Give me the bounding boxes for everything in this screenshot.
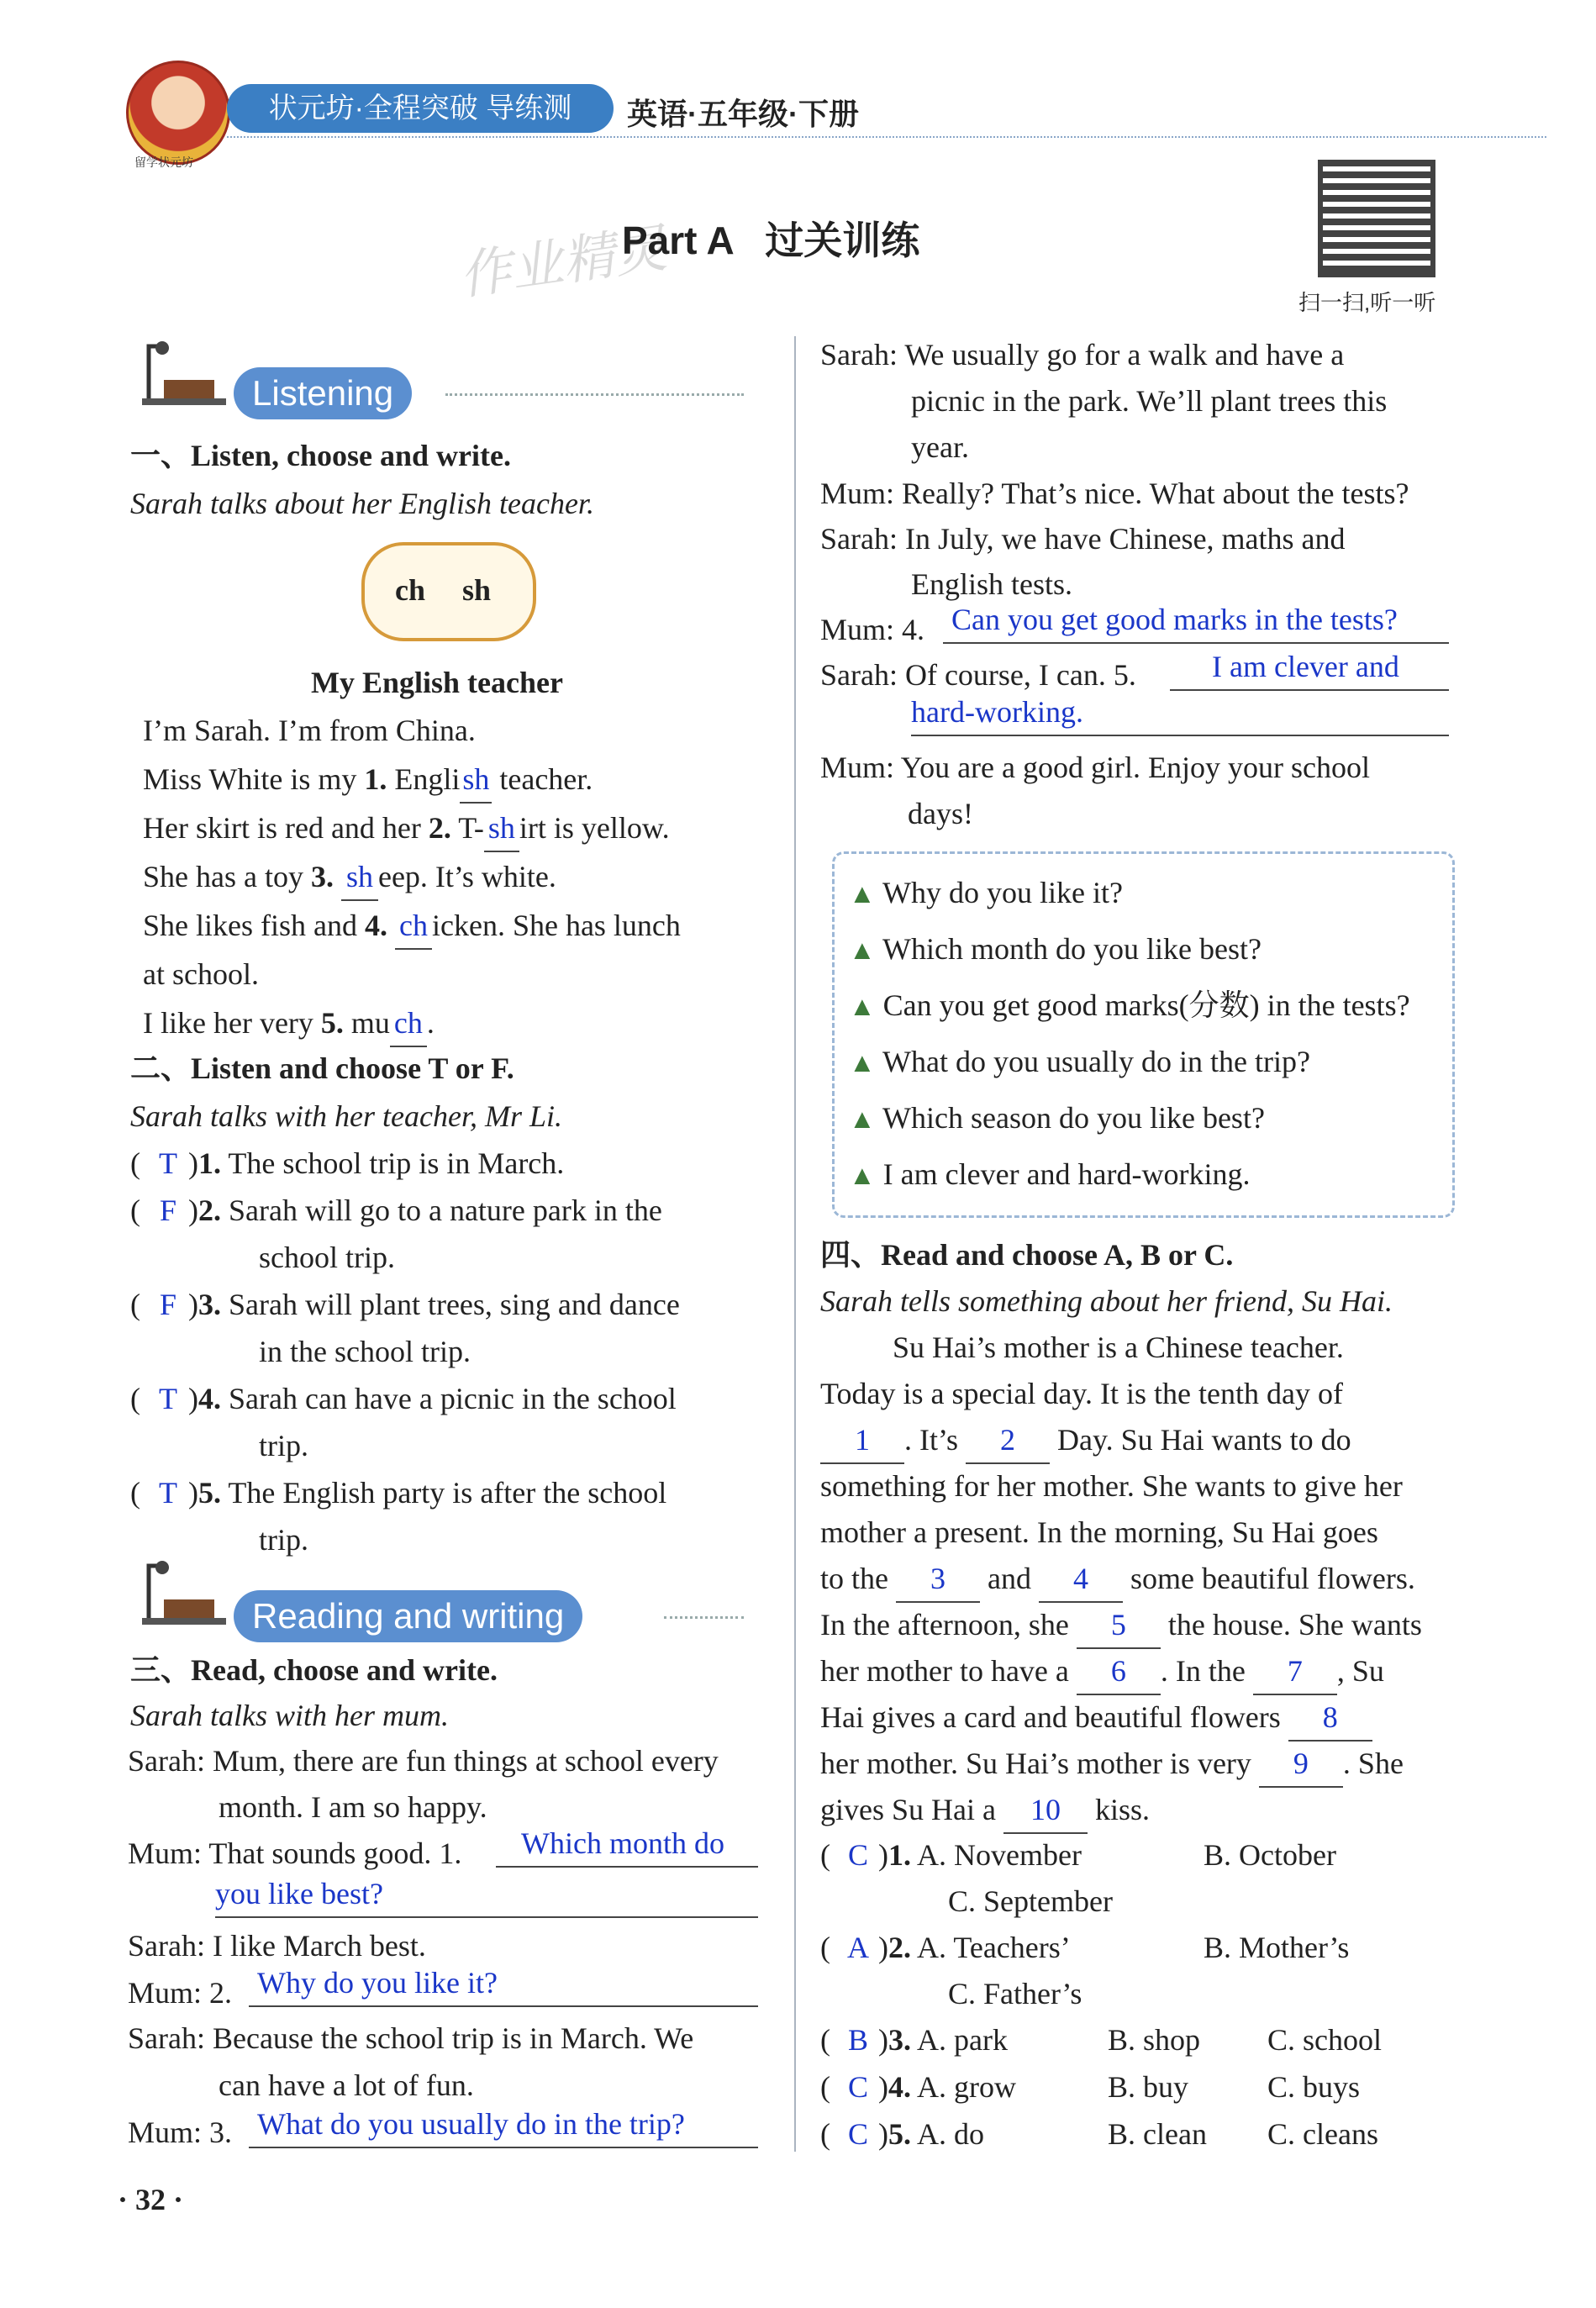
num: 1. bbox=[198, 1146, 221, 1180]
blank-10: 10 bbox=[1003, 1787, 1088, 1834]
text: mu bbox=[343, 1006, 390, 1040]
text: In the afternoon, she bbox=[820, 1608, 1069, 1641]
s1-line6: at school. bbox=[143, 957, 259, 991]
answer-3[interactable]: sh bbox=[341, 854, 378, 901]
listening-pill: Listening bbox=[234, 367, 412, 419]
s1-line1: I’m Sarah. I’m from China. bbox=[143, 714, 476, 747]
passage-line bbox=[820, 1741, 1404, 1788]
badge-ch: ch bbox=[395, 573, 425, 607]
dialog-line: Sarah: In July, we have Chinese, maths and bbox=[820, 522, 1346, 556]
s2-heading: 二、Listen and choose T or F. bbox=[130, 1051, 514, 1085]
dialog-line: Mum: 3. bbox=[128, 2116, 233, 2149]
page-number: · 32 · bbox=[118, 2183, 184, 2216]
tf-item-continued: trip. bbox=[259, 1429, 308, 1462]
mc-question: ( C )1. A. November bbox=[820, 1832, 1082, 1878]
blank-9: 9 bbox=[1259, 1741, 1343, 1788]
text: Miss White is my bbox=[143, 762, 365, 796]
text: the house. She wants bbox=[1167, 1608, 1422, 1641]
text: Day. Su Hai wants to do bbox=[1057, 1423, 1351, 1457]
blank-1: 1 bbox=[820, 1417, 904, 1464]
s3-heading: 三、Read, choose and write. bbox=[130, 1653, 498, 1687]
option-item bbox=[849, 926, 1262, 972]
tf-answer[interactable]: T bbox=[159, 1146, 177, 1180]
tf-item-continued: trip. bbox=[259, 1523, 308, 1557]
dialog-line: can have a lot of fun. bbox=[219, 2068, 474, 2102]
mc-answer[interactable]: C bbox=[847, 2117, 868, 2151]
text: Hai gives a card and beautiful flowers bbox=[820, 1700, 1281, 1734]
num: 2. bbox=[428, 811, 451, 845]
blank-2: 2 bbox=[966, 1417, 1050, 1464]
num: 4. bbox=[364, 909, 387, 942]
text: her mother. Su Hai’s mother is very bbox=[820, 1747, 1251, 1780]
text: irt is yellow. bbox=[519, 811, 670, 845]
tree-icon: ▲ bbox=[849, 878, 876, 909]
answer-4[interactable]: ch bbox=[395, 903, 432, 950]
answer-line[interactable]: Can you get good marks in the tests? bbox=[943, 597, 1449, 644]
qr-code[interactable] bbox=[1318, 160, 1435, 277]
passage-line bbox=[820, 1602, 1422, 1649]
mc-option: C. school bbox=[1267, 2023, 1383, 2057]
tree-icon: ▲ bbox=[849, 1104, 876, 1134]
s3-intro: Sarah talks with her mum. bbox=[130, 1699, 450, 1732]
mc-answer[interactable]: C bbox=[847, 2070, 868, 2104]
text: her mother to have a bbox=[820, 1654, 1069, 1688]
watermark: 作业精灵 bbox=[456, 219, 671, 306]
text: some beautiful flowers. bbox=[1130, 1562, 1415, 1595]
ch-sh-badge bbox=[361, 542, 536, 641]
text: . bbox=[426, 1006, 435, 1040]
num: 2. bbox=[888, 1931, 911, 1964]
mc-option: C. cleans bbox=[1267, 2117, 1378, 2151]
s1-line2 bbox=[143, 756, 593, 804]
s1-intro: Sarah talks about her English teacher. bbox=[130, 487, 594, 520]
option-text: Which month do you like best? bbox=[882, 932, 1262, 966]
s4-intro: Sarah tells something about her friend, Su Hai. bbox=[820, 1284, 1393, 1318]
mc-question: ( C )5. A. do bbox=[820, 2111, 984, 2157]
mc-option: C. buys bbox=[1267, 2070, 1361, 2104]
qr-caption: 扫一扫,听一听 bbox=[1298, 290, 1436, 315]
dialog-line: Sarah: Mum, there are fun things at school every bbox=[128, 1744, 719, 1778]
s1-line5 bbox=[143, 903, 748, 950]
blank-7: 7 bbox=[1253, 1648, 1337, 1695]
tf-text: The school trip is in March. bbox=[228, 1146, 565, 1180]
text: Her skirt is red and her bbox=[143, 811, 429, 845]
option-text: Can you get good marks(分数) in the tests? bbox=[882, 988, 1410, 1022]
lamp-icon bbox=[130, 1559, 231, 1626]
text: to the bbox=[820, 1562, 888, 1595]
blank-4: 4 bbox=[1039, 1556, 1123, 1603]
mc-option: B. clean bbox=[1108, 2117, 1207, 2151]
text: gives Su Hai a bbox=[820, 1793, 996, 1826]
passage-line bbox=[820, 1648, 1384, 1695]
passage-line bbox=[820, 1787, 1150, 1834]
passage-line bbox=[820, 1556, 1415, 1603]
s2-intro: Sarah talks with her teacher, Mr Li. bbox=[130, 1099, 562, 1133]
s1-line7 bbox=[143, 1000, 435, 1047]
dialog-line: English tests. bbox=[911, 567, 1073, 601]
option-text: Which season do you like best? bbox=[882, 1101, 1265, 1135]
passage-line bbox=[820, 1694, 1372, 1742]
num: 3. bbox=[310, 860, 334, 893]
tf-answer[interactable]: F bbox=[159, 1288, 177, 1321]
tf-item: ( T )5. The English party is after the school bbox=[130, 1470, 666, 1515]
option-text: I am clever and hard-working. bbox=[882, 1157, 1251, 1191]
tf-text: Sarah will plant trees, sing and dance bbox=[229, 1288, 680, 1321]
option-text: Why do you like it? bbox=[882, 876, 1123, 909]
dialog-line: Mum: You are a good girl. Enjoy your school bbox=[820, 751, 1370, 784]
dialog-line: year. bbox=[911, 430, 969, 464]
text: . She bbox=[1342, 1747, 1404, 1780]
text: teacher. bbox=[492, 762, 593, 796]
num: 5. bbox=[888, 2117, 911, 2151]
option-item bbox=[849, 870, 1123, 916]
tf-text: The English party is after the school bbox=[228, 1476, 667, 1510]
dialog-line: Mum: 4. bbox=[820, 613, 925, 646]
text: kiss. bbox=[1094, 1793, 1150, 1826]
num: 1. bbox=[888, 1838, 911, 1872]
dialog-line: picnic in the park. We’ll plant trees this bbox=[911, 384, 1388, 418]
s1-heading: 一、Listen, choose and write. bbox=[130, 439, 511, 472]
option-text: What do you usually do in the trip? bbox=[882, 1045, 1310, 1078]
tf-answer[interactable]: T bbox=[159, 1382, 177, 1415]
tf-answer[interactable]: T bbox=[159, 1476, 177, 1510]
text: I like her very bbox=[143, 1006, 321, 1040]
header-rule bbox=[227, 136, 1546, 138]
answer-line[interactable]: Why do you like it? bbox=[249, 1960, 758, 2007]
dialog-line: Mum: That sounds good. 1. bbox=[128, 1836, 462, 1870]
answer-line[interactable]: What do you usually do in the trip? bbox=[249, 2101, 758, 2148]
lamp-icon bbox=[130, 340, 231, 407]
num: 3. bbox=[198, 1288, 221, 1321]
s1-line3 bbox=[143, 805, 670, 852]
mc-answer[interactable]: B bbox=[847, 2023, 868, 2057]
answer-line[interactable]: Which month do bbox=[496, 1821, 758, 1868]
passage-line: something for her mother. She wants to give her bbox=[820, 1469, 1403, 1503]
text: eep. It’s white. bbox=[377, 860, 556, 893]
answer-1[interactable]: sh bbox=[460, 756, 492, 804]
mc-question: ( B )3. A. park bbox=[820, 2017, 1008, 2063]
mc-option: B. buy bbox=[1108, 2070, 1189, 2104]
answer-2[interactable]: sh bbox=[484, 805, 519, 852]
passage-line: mother a present. In the morning, Su Hai goes bbox=[820, 1515, 1378, 1549]
blank-8: 8 bbox=[1288, 1694, 1372, 1742]
reading-pill: Reading and writing bbox=[234, 1590, 582, 1642]
text: She likes fish and bbox=[143, 909, 365, 942]
dialog-line: Sarah: Of course, I can. 5. bbox=[820, 658, 1136, 692]
tree-icon: ▲ bbox=[849, 991, 876, 1021]
blank-3: 3 bbox=[896, 1556, 980, 1603]
dialog-line: Sarah: Because the school trip is in March. We bbox=[128, 2021, 694, 2055]
mc-question: ( C )4. A. grow bbox=[820, 2064, 1016, 2110]
dialog-line: Mum: 2. bbox=[128, 1976, 233, 2010]
num: 5. bbox=[320, 1006, 344, 1040]
option-item bbox=[849, 983, 1410, 1029]
mc-option: C. September bbox=[948, 1884, 1113, 1918]
option-a: A. park bbox=[917, 2023, 1008, 2057]
subject-title: 英语·五年级·下册 bbox=[627, 97, 859, 131]
tree-icon: ▲ bbox=[849, 1160, 876, 1190]
text: She has a toy bbox=[143, 860, 311, 893]
passage-line: Today is a special day. It is the tenth day of bbox=[820, 1377, 1343, 1410]
tf-text: Sarah will go to a nature park in the bbox=[229, 1194, 662, 1227]
tf-item-continued: in the school trip. bbox=[259, 1335, 471, 1368]
tree-icon: ▲ bbox=[849, 1047, 876, 1078]
s1-line4 bbox=[143, 854, 556, 901]
tf-text: Sarah can have a picnic in the school bbox=[229, 1382, 677, 1415]
answer-line[interactable]: I am clever and bbox=[1170, 644, 1449, 691]
text: Engli bbox=[387, 762, 461, 796]
answer-line[interactable]: hard-working. bbox=[911, 689, 1449, 736]
text: . In the bbox=[1160, 1654, 1246, 1688]
logo-caption: 留学状元坊 bbox=[134, 155, 193, 169]
tree-icon: ▲ bbox=[849, 935, 876, 965]
dialog-line: Mum: Really? That’s nice. What about the tests? bbox=[820, 477, 1409, 510]
tf-item: ( T )4. Sarah can have a picnic in the school bbox=[130, 1376, 677, 1421]
option-item bbox=[849, 1151, 1251, 1198]
listening-rule bbox=[445, 393, 744, 396]
mc-option: B. shop bbox=[1108, 2023, 1201, 2057]
num: 5. bbox=[198, 1476, 221, 1510]
dialog-line: days! bbox=[908, 797, 973, 830]
num: 2. bbox=[198, 1194, 221, 1227]
column-divider bbox=[794, 336, 796, 2152]
option-a: A. do bbox=[917, 2117, 985, 2151]
mc-answer[interactable]: C bbox=[847, 1838, 868, 1872]
answer-line[interactable]: you like best? bbox=[215, 1871, 758, 1918]
mc-answer[interactable]: A bbox=[847, 1931, 869, 1964]
option-a: A. November bbox=[917, 1838, 1082, 1872]
passage-line: 1 . It’s 2 Day. Su Hai wants to do bbox=[820, 1417, 1351, 1464]
mc-option: B. Mother’s bbox=[1204, 1931, 1350, 1964]
tf-item: ( T )1. The school trip is in March. bbox=[130, 1141, 564, 1186]
text: icken. She has lunch bbox=[431, 909, 681, 942]
option-a: A. Teachers’ bbox=[917, 1931, 1071, 1964]
option-item bbox=[849, 1039, 1310, 1085]
option-a: A. grow bbox=[917, 2070, 1016, 2104]
text: , Su bbox=[1336, 1654, 1384, 1688]
dialog-line: Sarah: We usually go for a walk and have a bbox=[820, 338, 1345, 371]
blank-6: 6 bbox=[1077, 1648, 1161, 1695]
num: 1. bbox=[364, 762, 387, 796]
blank-5: 5 bbox=[1077, 1602, 1161, 1649]
text: and bbox=[987, 1562, 1031, 1595]
option-item bbox=[849, 1095, 1265, 1141]
num: 4. bbox=[888, 2070, 911, 2104]
passage-line: Su Hai’s mother is a Chinese teacher. bbox=[893, 1331, 1344, 1364]
tf-item-continued: school trip. bbox=[259, 1241, 395, 1274]
text: T- bbox=[450, 811, 484, 845]
s1-title: My English teacher bbox=[311, 666, 563, 699]
badge-sh: sh bbox=[462, 573, 492, 607]
series-title: 状元坊·全程突破 导练测 bbox=[227, 84, 614, 133]
text: It’s bbox=[919, 1423, 959, 1457]
num: 3. bbox=[888, 2023, 911, 2057]
logo bbox=[126, 61, 230, 165]
num: 4. bbox=[198, 1382, 221, 1415]
answer-5[interactable]: ch bbox=[390, 1000, 427, 1047]
reading-rule bbox=[664, 1616, 744, 1619]
mc-option: C. Father’s bbox=[948, 1977, 1082, 2010]
dialog-line: month. I am so happy. bbox=[219, 1790, 487, 1824]
part-title: Part A 过关训练 bbox=[622, 219, 920, 262]
s4-heading: 四、Read and choose A, B or C. bbox=[820, 1238, 1234, 1272]
mc-question: ( A )2. A. Teachers’ bbox=[820, 1925, 1071, 1970]
tf-item: ( F )3. Sarah will plant trees, sing and dance bbox=[130, 1282, 680, 1327]
dialog-line: Sarah: I like March best. bbox=[128, 1929, 426, 1963]
tf-item: ( F )2. Sarah will go to a nature park in the bbox=[130, 1188, 662, 1233]
tf-answer[interactable]: F bbox=[159, 1194, 177, 1227]
mc-option: B. October bbox=[1204, 1838, 1336, 1872]
